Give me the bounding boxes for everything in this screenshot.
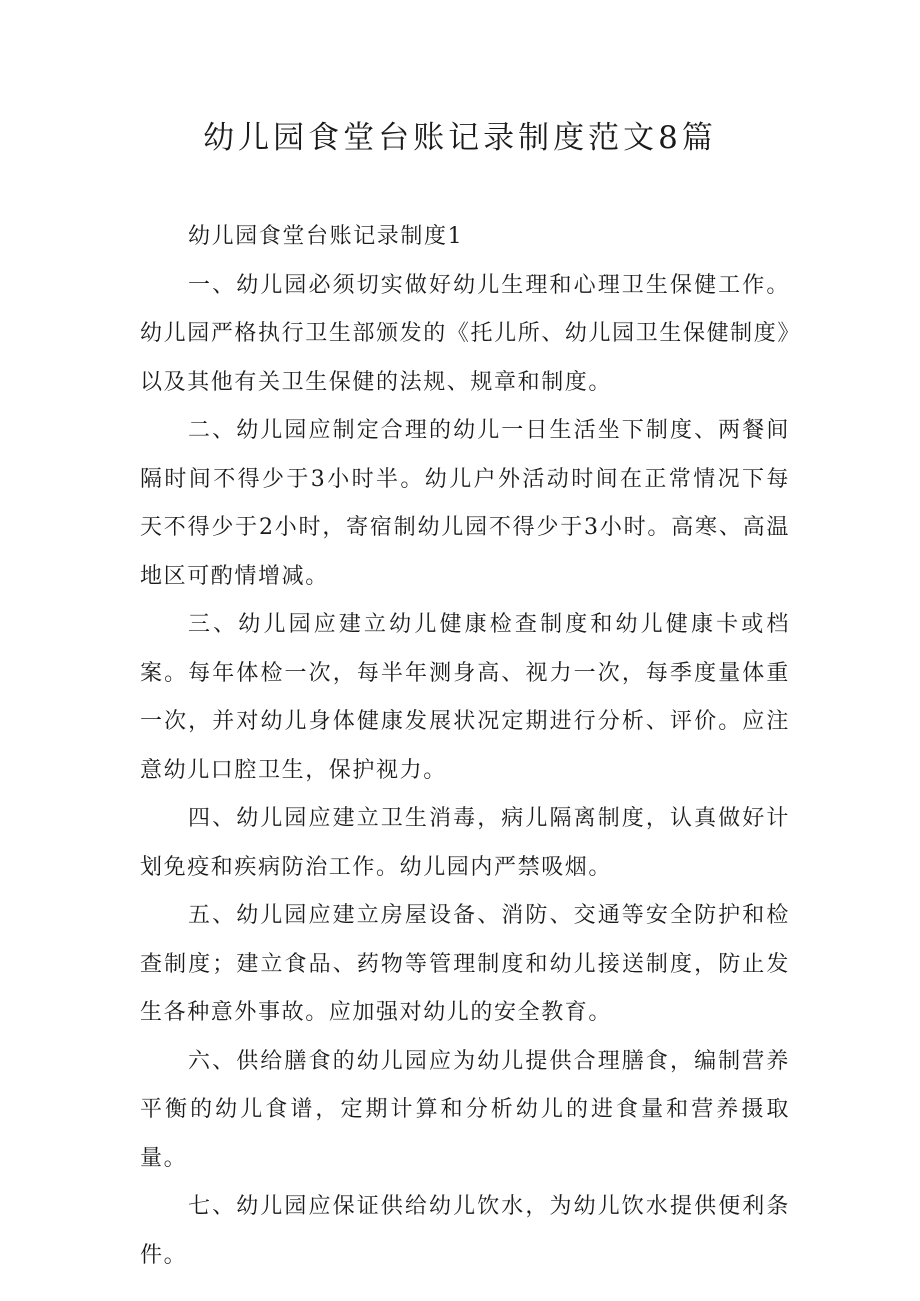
section-subheading: 幼儿园食堂台账记录制度1 [188,224,464,249]
paragraph-7: 七、幼儿园应保证供给幼儿饮水，为幼儿饮水提供便利条件。 [140,1194,790,1268]
document-body [140,213,790,1280]
paragraph-3: 三、幼儿园应建立幼儿健康检查制度和幼儿健康卡或档案。每年体检一次，每半年测身高、视力一次，每季度量体重一次，并对幼儿身体健康发展状况定期进行分析、评价。应注意幼儿口腔卫生，保护视力。 [140,612,790,783]
paragraph-6: 六、供给膳食的幼儿园应为幼儿提供合理膳食，编制营养平衡的幼儿食谱，定期计算和分析幼儿的进食量和营养摄取量。 [140,1048,790,1171]
paragraph-5: 五、幼儿园应建立房屋设备、消防、交通等安全防护和检查制度；建立食品、药物等管理制度和幼儿接送制度，防止发生各种意外事故。应加强对幼儿的安全教育。 [140,903,790,1025]
paragraph-2: 二、幼儿园应制定合理的幼儿一日生活坐下制度、两餐间隔时间不得少于3小时半。幼儿户外活动时间在正常情况下每天不得少于2小时，寄宿制幼儿园不得少于3小时。高寒、高温地区可酌情增减。 [140,418,790,589]
paragraph-1: 一、幼儿园必须切实做好幼儿生理和心理卫生保健工作。幼儿园严格执行卫生部颁发的《托儿所、幼儿园卫生保健制度》以及其他有关卫生保健的法规、规章和制度。 [140,272,790,395]
paragraph-4: 四、幼儿园应建立卫生消毒，病儿隔离制度，认真做好计划免疫和疾病防治工作。幼儿园内严禁吸烟。 [140,806,790,880]
document-title: 幼儿园食堂台账记录制度范文8篇 [203,120,717,156]
